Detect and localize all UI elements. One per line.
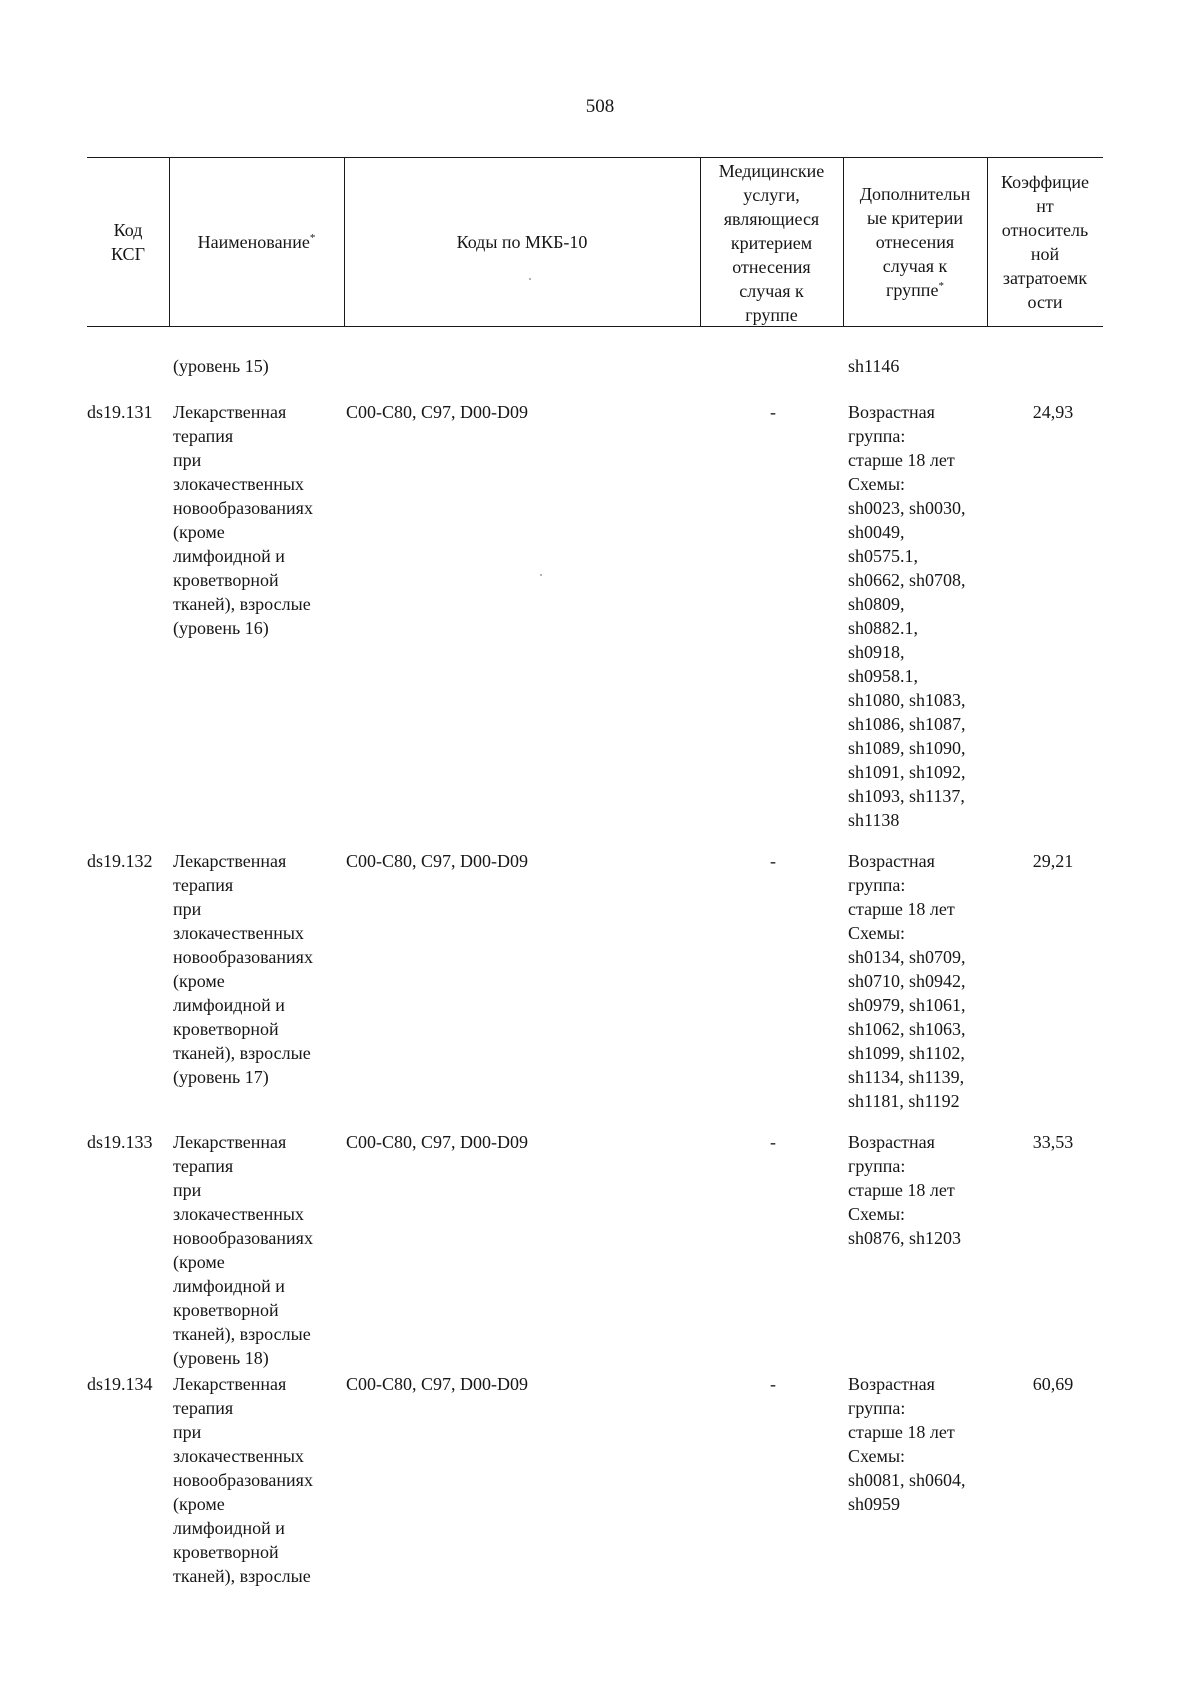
name-line: терапия <box>173 426 234 446</box>
header-criteria-line: Дополнительн <box>859 183 971 204</box>
mkb-codes: C00-C80, C97, D00-D09 <box>346 402 529 422</box>
table-row-line <box>0 1274 1200 1298</box>
table-row <box>0 1372 1200 1396</box>
name-line: злокачественных <box>173 1204 304 1224</box>
name-line: при <box>173 1422 202 1442</box>
name-line: при <box>173 1180 202 1200</box>
table-row-line <box>0 424 1200 448</box>
table-row-line <box>0 1420 1200 1444</box>
table-row-line <box>0 945 1200 969</box>
table-row-line <box>0 640 1200 664</box>
criteria-line: Схемы: <box>848 1446 906 1466</box>
table-row-line <box>0 1492 1200 1516</box>
criteria-line: Возрастная <box>848 1132 935 1152</box>
header-coef-line: нт <box>1036 195 1054 216</box>
name-line: терапия <box>173 875 234 895</box>
coefficient: 33,53 <box>1032 1132 1074 1152</box>
table-row <box>0 400 1200 424</box>
criteria-line: Схемы: <box>848 474 906 494</box>
criteria-line: sh1138 <box>848 810 900 830</box>
name-line: Лекарственная <box>173 402 287 422</box>
name-line: (кроме <box>173 1252 225 1272</box>
table-row-line <box>0 544 1200 568</box>
table-row-line <box>0 1065 1200 1089</box>
header-criteria-line: ые критерии <box>866 207 964 228</box>
table-row <box>0 849 1200 873</box>
criteria-line: группа: <box>848 1398 906 1418</box>
criteria-line: sh0710, sh0942, <box>848 971 966 991</box>
table-row-line <box>0 448 1200 472</box>
criteria-line: sh1091, sh1092, <box>848 762 966 782</box>
name-line: кроветворной <box>173 1542 279 1562</box>
criteria-line: Схемы: <box>848 923 906 943</box>
criteria-line: sh0134, sh0709, <box>848 947 966 967</box>
header-code <box>87 157 169 326</box>
table-row-line <box>0 1154 1200 1178</box>
header-services-line: группе <box>745 305 798 325</box>
table-row-line <box>0 760 1200 784</box>
criteria-line: старше 18 лет <box>848 1422 955 1442</box>
criteria-line: группа: <box>848 1156 906 1176</box>
name-line: лимфоидной и <box>173 1276 285 1296</box>
criteria-line: sh1181, sh1192 <box>848 1091 960 1111</box>
table-row-line <box>0 1564 1200 1588</box>
table-row-line <box>0 921 1200 945</box>
name-line: при <box>173 450 202 470</box>
criteria-line: sh1080, sh1083, <box>848 690 966 710</box>
name-line: тканей), взрослые <box>173 1324 311 1344</box>
ksg-code: ds19.132 <box>87 851 153 871</box>
table-row-line <box>0 1444 1200 1468</box>
criteria-line: sh0876, sh1203 <box>848 1228 962 1248</box>
name-line: злокачественных <box>173 1446 304 1466</box>
coefficient: 60,69 <box>1032 1374 1074 1394</box>
criteria-line: sh1146 <box>848 356 900 376</box>
name-line: кроветворной <box>173 1300 279 1320</box>
criteria-line: sh0979, sh1061, <box>848 995 966 1015</box>
name-line: (уровень 17) <box>173 1067 269 1087</box>
table-row-line <box>0 1396 1200 1420</box>
criteria-line: sh1134, sh1139, <box>848 1067 965 1087</box>
name-line: лимфоидной и <box>173 1518 285 1538</box>
scan-speck <box>529 278 531 280</box>
criteria-line: sh1089, sh1090, <box>848 738 966 758</box>
name-line: тканей), взрослые <box>173 1043 311 1063</box>
table-row-line <box>0 808 1200 832</box>
criteria-line: sh0575.1, <box>848 546 919 566</box>
table-row-line <box>0 592 1200 616</box>
scan-speck <box>540 574 542 576</box>
header-services-line: отнесения <box>732 257 811 277</box>
header-criteria-line: отнесения <box>875 231 955 252</box>
table-row-line <box>0 897 1200 921</box>
table-row-line <box>0 873 1200 897</box>
criteria-line: sh1062, sh1063, <box>848 1019 966 1039</box>
header-services-line: являющиеся <box>723 209 820 229</box>
coefficient: 29,21 <box>1032 851 1074 871</box>
name-line: (уровень 16) <box>173 618 269 638</box>
footnote-mark: * <box>938 279 944 292</box>
name-line: кроветворной <box>173 1019 279 1039</box>
ksg-code: ds19.134 <box>87 1374 153 1394</box>
table-row-line <box>0 1202 1200 1226</box>
header-criteria <box>843 157 987 326</box>
table-row-line <box>0 1017 1200 1041</box>
name-line: новообразованиях <box>173 498 313 518</box>
table-row-line <box>0 688 1200 712</box>
services-dash: - <box>770 851 776 871</box>
table-row-line <box>0 1250 1200 1274</box>
header-coef-line: затратоемк <box>1002 267 1088 288</box>
coefficient: 24,93 <box>1032 402 1074 422</box>
criteria-line: группа: <box>848 875 906 895</box>
criteria-line: sh0958.1, <box>848 666 919 686</box>
header-criteria-line-text: группе <box>886 279 939 300</box>
table-row-line <box>0 1298 1200 1322</box>
name-line: (уровень 15) <box>173 356 269 376</box>
table-row-line <box>0 736 1200 760</box>
name-line: Лекарственная <box>173 851 287 871</box>
table-row-line <box>0 472 1200 496</box>
table-row-line <box>0 616 1200 640</box>
name-line: новообразованиях <box>173 1228 313 1248</box>
mkb-codes: C00-C80, C97, D00-D09 <box>346 1374 529 1394</box>
name-line: при <box>173 899 202 919</box>
criteria-line: sh0809, <box>848 594 905 614</box>
header-coef-line: Коэффицие <box>1000 171 1090 192</box>
mkb-codes: C00-C80, C97, D00-D09 <box>346 1132 529 1152</box>
header-criteria-line <box>860 278 971 302</box>
name-line: лимфоидной и <box>173 995 285 1015</box>
name-line: злокачественных <box>173 474 304 494</box>
header-mkb <box>344 157 700 326</box>
header-services-line: услуги, <box>743 185 800 205</box>
criteria-line: sh0049, <box>848 522 905 542</box>
header-coef <box>987 157 1103 326</box>
criteria-line: Возрастная <box>848 402 935 422</box>
criteria-line: Возрастная <box>848 851 935 871</box>
criteria-line: sh1099, sh1102, <box>848 1043 965 1063</box>
criteria-line: группа: <box>848 426 906 446</box>
header-criteria-line: случая к <box>882 255 948 276</box>
table-row-line <box>0 1468 1200 1492</box>
mkb-codes: C00-C80, C97, D00-D09 <box>346 851 529 871</box>
table-row-line <box>0 1346 1200 1370</box>
criteria-line: sh1093, sh1137, <box>848 786 965 806</box>
table-row-line <box>0 1089 1200 1113</box>
name-line: (уровень 18) <box>173 1348 269 1368</box>
header-services <box>700 159 843 328</box>
name-line: Лекарственная <box>173 1132 287 1152</box>
header-code-line: КСГ <box>111 243 145 264</box>
table-row-line <box>0 1322 1200 1346</box>
name-line: тканей), взрослые <box>173 594 311 614</box>
criteria-line: sh1086, sh1087, <box>848 714 966 734</box>
name-line: злокачественных <box>173 923 304 943</box>
criteria-line: старше 18 лет <box>848 1180 955 1200</box>
name-line: новообразованиях <box>173 1470 313 1490</box>
table-row-line <box>0 1516 1200 1540</box>
table-row-line <box>0 712 1200 736</box>
table-row-line <box>0 664 1200 688</box>
header-services-line: Медицинские <box>718 161 825 181</box>
table-row-line <box>0 1540 1200 1564</box>
table-row-line <box>0 969 1200 993</box>
name-line: терапия <box>173 1398 234 1418</box>
name-line: терапия <box>173 1156 234 1176</box>
table-row-line <box>0 1226 1200 1250</box>
criteria-line: sh0959 <box>848 1494 901 1514</box>
ksg-code: ds19.131 <box>87 402 153 422</box>
criteria-line: старше 18 лет <box>848 899 955 919</box>
header-mkb-label: Коды по МКБ-10 <box>456 231 588 252</box>
continuation-line <box>0 354 1200 378</box>
header-bottom-rule <box>87 326 1103 327</box>
criteria-line: старше 18 лет <box>848 450 955 470</box>
ksg-code: ds19.133 <box>87 1132 153 1152</box>
criteria-line: Возрастная <box>848 1374 935 1394</box>
table-row-line <box>0 568 1200 592</box>
header-name <box>169 157 344 326</box>
header-services-line: случая к <box>739 281 804 301</box>
table-row-line <box>0 784 1200 808</box>
header-coef-line: ной <box>1030 243 1060 264</box>
name-line: (кроме <box>173 1494 225 1514</box>
header-services-line: критерием <box>730 233 813 253</box>
name-line: (кроме <box>173 522 225 542</box>
services-dash: - <box>770 402 776 422</box>
table-row-line <box>0 1178 1200 1202</box>
services-dash: - <box>770 1132 776 1152</box>
header-coef-line: ости <box>1027 291 1063 312</box>
criteria-line: sh0081, sh0604, <box>848 1470 966 1490</box>
criteria-line: sh0882.1, <box>848 618 919 638</box>
header-code-line: Код <box>113 219 143 240</box>
name-line: новообразованиях <box>173 947 313 967</box>
table-row <box>0 1130 1200 1154</box>
criteria-line: sh0918, <box>848 642 905 662</box>
name-line: (кроме <box>173 971 225 991</box>
table-row-line <box>0 520 1200 544</box>
header-name-label: Наименование <box>197 231 310 252</box>
services-dash: - <box>770 1374 776 1394</box>
name-line: лимфоидной и <box>173 546 285 566</box>
name-line: Лекарственная <box>173 1374 287 1394</box>
table-row-line <box>0 496 1200 520</box>
header-coef-line: относитель <box>1001 219 1089 240</box>
page-number: 508 <box>585 96 615 117</box>
criteria-line: Схемы: <box>848 1204 906 1224</box>
name-line: тканей), взрослые <box>173 1566 311 1586</box>
table-row-line <box>0 993 1200 1017</box>
table-row-line <box>0 1041 1200 1065</box>
criteria-line: sh0662, sh0708, <box>848 570 966 590</box>
name-line: кроветворной <box>173 570 279 590</box>
criteria-line: sh0023, sh0030, <box>848 498 966 518</box>
footnote-mark: * <box>309 231 316 244</box>
